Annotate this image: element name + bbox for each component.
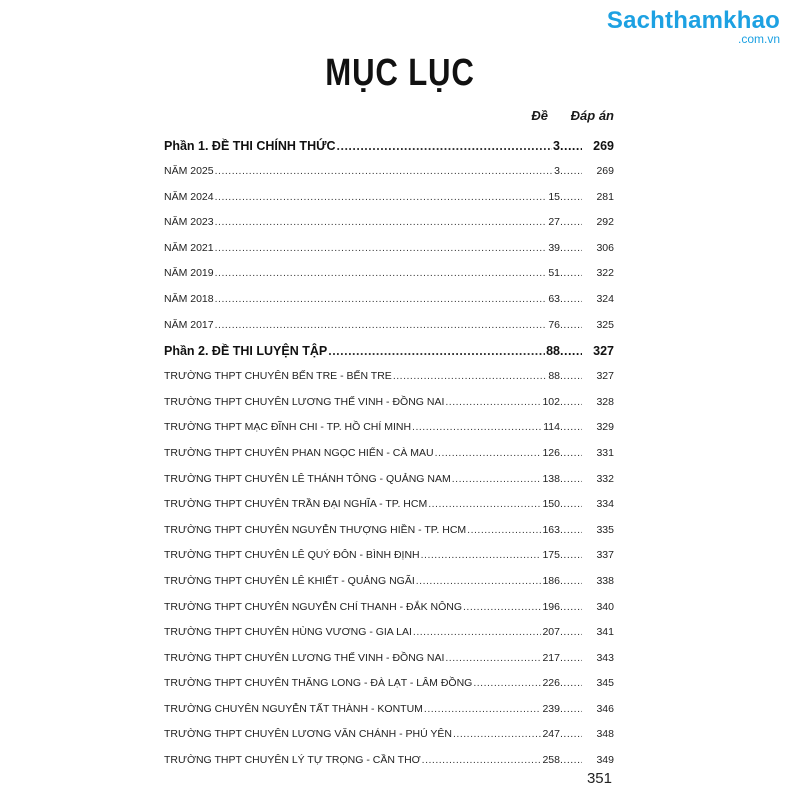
toc-entry-de-page: 3 — [553, 139, 560, 153]
dot-leader — [463, 595, 541, 621]
dot-leader — [560, 364, 582, 390]
toc-entry-answer-page: 341 — [596, 626, 614, 639]
column-headers — [164, 108, 614, 128]
toc-entry-de-page: 27 — [548, 216, 560, 229]
dot-leader — [560, 697, 582, 723]
dot-leader — [393, 364, 548, 390]
dot-leader — [215, 185, 548, 211]
dot-leader — [428, 492, 541, 518]
toc-entry-label: TRƯỜNG THPT CHUYÊN LÊ THÁNH TÔNG - QUẢNG NAM — [164, 472, 451, 485]
dot-leader — [560, 543, 582, 569]
table-of-contents — [164, 133, 614, 774]
dot-leader — [452, 467, 542, 493]
toc-entry-answer-page: 349 — [596, 754, 614, 767]
watermark-logo — [607, 6, 780, 45]
dot-leader — [560, 620, 582, 646]
dot-leader — [215, 159, 554, 185]
dot-leader — [560, 236, 582, 262]
toc-entry-label: TRƯỜNG THPT CHUYÊN PHAN NGỌC HIỂN - CÀ MAU — [164, 446, 434, 459]
toc-entry-answer-page: 324 — [596, 292, 614, 305]
toc-entry-row — [164, 467, 614, 493]
toc-entry-de-page: 217 — [542, 651, 560, 664]
toc-entry-label: TRƯỜNG THPT CHUYÊN LƯƠNG THẾ VINH - ĐỒNG NAI — [164, 651, 445, 664]
dot-leader — [413, 620, 542, 646]
toc-entry-answer-page: 327 — [596, 370, 614, 383]
toc-entry-de-page: 239 — [542, 702, 560, 715]
dot-leader — [560, 722, 582, 748]
toc-entry-label: TRƯỜNG THPT CHUYÊN THĂNG LONG - ĐÀ LẠT - LÂM ĐỒNG — [164, 677, 473, 690]
toc-entry-de-page: 3 — [554, 165, 560, 177]
toc-entry-label: NĂM 2024 — [164, 190, 214, 203]
toc-entry-label: TRƯỜNG THPT CHUYÊN BẾN TRE - BẾN TRE — [164, 370, 392, 383]
dot-leader — [560, 210, 582, 236]
dot-leader — [560, 671, 582, 697]
toc-entry-label: Phần 1. ĐỀ THI CHÍNH THỨC — [164, 139, 336, 153]
toc-entry-label: Phần 2. ĐỀ THI LUYỆN TẬP — [164, 344, 328, 359]
toc-entry-label: TRƯỜNG THPT CHUYÊN LƯƠNG THẾ VINH - ĐỒNG NAI — [164, 395, 445, 408]
dot-leader — [412, 415, 542, 441]
watermark-main: Sachthamkhao — [606, 7, 780, 34]
toc-entry-label: TRƯỜNG THPT CHUYÊN HÙNG VƯƠNG - GIA LAI — [164, 626, 412, 639]
dot-leader — [560, 390, 582, 416]
toc-entry-answer-page: 281 — [596, 190, 614, 203]
toc-entry-de-page: 126 — [542, 446, 560, 459]
dot-leader — [453, 722, 541, 748]
page-title: MỤC LỤC — [325, 52, 475, 94]
toc-entry-row — [164, 261, 614, 287]
toc-entry-label: TRƯỜNG THPT CHUYÊN LÊ KHIẾT - QUẢNG NGÃI — [164, 574, 415, 587]
dot-leader — [560, 595, 582, 621]
toc-section-row — [164, 338, 614, 364]
dot-leader — [435, 441, 542, 467]
toc-entry-de-page: 175 — [542, 549, 560, 562]
toc-entry-row — [164, 287, 614, 313]
toc-entry-answer-page: 340 — [596, 600, 614, 613]
dot-leader — [416, 569, 542, 595]
toc-entry-answer-page: 292 — [596, 216, 614, 229]
toc-entry-label: NĂM 2023 — [164, 216, 214, 229]
toc-entry-de-page: 163 — [542, 523, 560, 536]
toc-entry-answer-page: 343 — [596, 651, 614, 664]
toc-entry-de-page: 39 — [548, 241, 560, 254]
toc-entry-row — [164, 441, 614, 467]
toc-entry-answer-page: 322 — [596, 267, 614, 280]
dot-leader — [560, 646, 582, 672]
toc-entry-label: TRƯỜNG THPT CHUYÊN NGUYỄN THƯỢNG HIỀN - TP. HCM — [164, 523, 467, 536]
dot-leader — [215, 210, 548, 236]
dot-leader — [560, 159, 582, 185]
toc-entry-answer-page: 346 — [596, 702, 614, 715]
toc-entry-label: NĂM 2021 — [164, 241, 214, 254]
toc-entry-de-page: 247 — [542, 728, 560, 741]
dot-leader — [421, 543, 542, 569]
dot-leader — [560, 467, 582, 493]
toc-entry-label: NĂM 2025 — [164, 165, 214, 177]
toc-entry-de-page: 150 — [542, 498, 560, 511]
toc-entry-de-page: 102 — [542, 395, 560, 408]
toc-entry-row — [164, 543, 614, 569]
dot-leader — [473, 671, 541, 697]
dot-leader — [328, 338, 545, 364]
toc-entry-row — [164, 748, 614, 774]
toc-entry-row — [164, 364, 614, 390]
toc-entry-answer-page: 269 — [596, 165, 614, 177]
toc-entry-de-page: 226 — [542, 677, 560, 690]
dot-leader — [215, 287, 548, 313]
toc-entry-row — [164, 236, 614, 262]
toc-entry-answer-page: 332 — [596, 472, 614, 485]
column-dap-an-header: Đáp án — [570, 108, 614, 123]
dot-leader — [560, 185, 582, 211]
toc-entry-de-page: 63 — [548, 292, 560, 305]
toc-entry-answer-page: 337 — [596, 549, 614, 562]
dot-leader — [560, 133, 582, 159]
toc-entry-answer-page: 348 — [596, 728, 614, 741]
dot-leader — [445, 646, 541, 672]
watermark-sub: .com.vn — [737, 32, 780, 46]
toc-entry-row — [164, 697, 614, 723]
column-de-header: Đề — [531, 108, 548, 123]
toc-entry-de-page: 207 — [542, 626, 560, 639]
toc-entry-de-page: 258 — [542, 754, 560, 767]
toc-entry-label: TRƯỜNG THPT CHUYÊN TRẦN ĐẠI NGHĨA - TP. HCM — [164, 498, 428, 511]
toc-entry-de-page: 76 — [548, 318, 560, 331]
dot-leader — [422, 748, 542, 774]
dot-leader — [424, 697, 542, 723]
dot-leader — [560, 441, 582, 467]
toc-entry-answer-page: 269 — [593, 139, 614, 153]
toc-entry-row — [164, 595, 614, 621]
toc-entry-de-page: 196 — [542, 600, 560, 613]
toc-entry-de-page: 51 — [548, 267, 560, 280]
toc-entry-answer-page: 338 — [596, 574, 614, 587]
toc-entry-row — [164, 313, 614, 339]
toc-entry-answer-page: 306 — [596, 241, 614, 254]
dot-leader — [560, 569, 582, 595]
toc-entry-row — [164, 210, 614, 236]
toc-entry-row — [164, 390, 614, 416]
dot-leader — [560, 415, 582, 441]
dot-leader — [445, 390, 541, 416]
dot-leader — [215, 236, 548, 262]
dot-leader — [560, 261, 582, 287]
toc-entry-de-page: 186 — [542, 574, 560, 587]
toc-entry-row — [164, 671, 614, 697]
toc-entry-answer-page: 329 — [596, 421, 614, 434]
toc-entry-label: NĂM 2019 — [164, 267, 214, 280]
toc-entry-de-page: 138 — [542, 472, 560, 485]
toc-entry-de-page: 88 — [546, 344, 560, 359]
toc-entry-label: TRƯỜNG THPT CHUYÊN LƯƠNG VĂN CHÁNH - PHÚ YÊN — [164, 728, 452, 741]
toc-entry-answer-page: 328 — [596, 395, 614, 408]
toc-entry-answer-page: 345 — [596, 677, 614, 690]
toc-entry-row — [164, 415, 614, 441]
toc-entry-answer-page: 334 — [596, 498, 614, 511]
dot-leader — [467, 518, 541, 544]
dot-leader — [560, 287, 582, 313]
toc-entry-label: TRƯỜNG THPT CHUYÊN LÊ QUÝ ĐÔN - BÌNH ĐỊNH — [164, 549, 420, 562]
toc-entry-de-page: 114 — [543, 421, 560, 434]
dot-leader — [215, 261, 548, 287]
toc-entry-row — [164, 620, 614, 646]
toc-entry-answer-page: 335 — [596, 523, 614, 536]
toc-entry-row — [164, 569, 614, 595]
toc-entry-label: TRƯỜNG THPT CHUYÊN NGUYỄN CHÍ THANH - ĐẮK NÔNG — [164, 600, 462, 613]
toc-entry-answer-page: 331 — [596, 446, 614, 459]
toc-entry-row — [164, 646, 614, 672]
dot-leader — [560, 748, 582, 774]
dot-leader — [560, 492, 582, 518]
toc-entry-de-page: 15 — [548, 190, 560, 203]
toc-entry-answer-page: 325 — [596, 318, 614, 331]
toc-entry-row — [164, 518, 614, 544]
page-number: 351 — [586, 770, 612, 787]
toc-entry-de-page: 88 — [548, 370, 560, 383]
toc-entry-label: NĂM 2018 — [164, 292, 214, 305]
toc-entry-row — [164, 722, 614, 748]
dot-leader — [560, 518, 582, 544]
toc-section-row — [164, 133, 614, 159]
toc-entry-label: TRƯỜNG THPT MẠC ĐĨNH CHI - TP. HỒ CHÍ MINH — [164, 421, 412, 434]
toc-entry-label: TRƯỜNG CHUYÊN NGUYỄN TẤT THÀNH - KONTUM — [164, 702, 423, 715]
toc-entry-label: TRƯỜNG THPT CHUYÊN LÝ TỰ TRỌNG - CẦN THƠ — [164, 754, 421, 767]
toc-entry-answer-page: 327 — [593, 344, 614, 359]
toc-entry-row — [164, 492, 614, 518]
dot-leader — [560, 313, 582, 339]
toc-entry-row — [164, 159, 614, 185]
dot-leader — [215, 313, 548, 339]
dot-leader — [337, 133, 553, 159]
toc-entry-row — [164, 185, 614, 211]
toc-entry-label: NĂM 2017 — [164, 318, 214, 331]
dot-leader — [560, 338, 582, 364]
